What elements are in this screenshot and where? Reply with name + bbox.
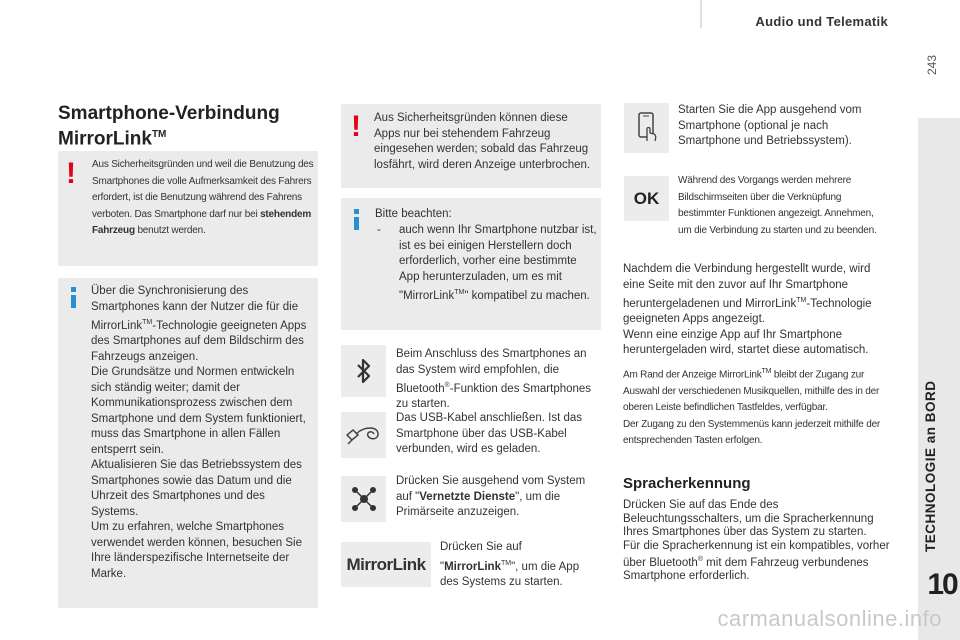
section-header: Audio und Telematik [755, 14, 888, 29]
page-number: 243 [925, 54, 940, 76]
info-icon [354, 217, 359, 230]
bluetooth-icon [341, 345, 386, 397]
info-icon [71, 295, 76, 308]
info-box-sync [58, 278, 318, 608]
step-services-text: Drücken Sie ausgehend vom System auf "Vernetzte Dienste", um die Primärseite anzuzeigen. [396, 475, 586, 518]
warning-icon: ! [351, 110, 361, 143]
speech-heading: Spracherkennung [623, 475, 751, 492]
ok-icon-label: OK [633, 188, 660, 208]
note-item: auch wenn Ihr Smartphone nutzbar ist, ist es bei einigen Herstellern doch erforderlich, vorher eine bestimmte App herunterzuladen, um es mit "MirrorLink™" kompatibel zu machen. [399, 224, 597, 302]
title-line2: MirrorLink™ [58, 128, 167, 150]
note-dash: - [377, 224, 381, 236]
step-usb-text: Das USB-Kabel anschließen. Ist das Smartphone über das USB-Kabel verbunden, wird es geladen. [396, 412, 583, 455]
warning-icon: ! [66, 157, 76, 190]
warning-box-apps [341, 104, 601, 188]
header-divider [700, 0, 702, 28]
step-ok-text: Während des Vorgangs werden mehrere Bildschirmseiten über die Verknüpfung bestimmter Funktionen angezeigt. Annehmen, um die Verbindung zu starten und zu beenden. [678, 175, 877, 236]
smartphone-touch-icon [624, 103, 669, 153]
info-icon-dot [354, 209, 359, 214]
mirrorlink-logo-text: MirrorLink [346, 554, 426, 574]
title-line1: Smartphone-Verbindung [58, 103, 280, 124]
step-mirrorlink-text: Drücken Sie auf "MirrorLink™", um die App des Systems zu starten. [440, 541, 580, 588]
warning-text: Aus Sicherheitsgründen können diese Apps nur bei stehendem Fahrzeug eingesehen werden; sobald das Fahrzeug losfährt, wird deren Anzeige unterbrochen. [374, 112, 591, 171]
warning-text: Aus Sicherheitsgründen und weil die Benutzung des Smartphones die volle Aufmerksamkeit des Fahrers erfordert, ist die Benutzung während des Fahrens verboten. Das Smartphone darf nur bei stehendem Fahrzeug benutzt werden. [92, 159, 314, 236]
edge-text: Am Rand der Anzeige MirrorLink™ bleibt der Zugang zur Auswahl der verschiedenen Musikquellen, mithilfe des in der oberen Leiste befindlichen Tastfeldes, verfügbar. Der Zugang zu den Systemmenüs kann jederzeit mithilfe der entsprechenden Tasten erfolgen. [623, 368, 881, 447]
info-icon-dot [71, 287, 76, 292]
speech-text: Drücken Sie auf das Ende des Beleuchtungsschalters, um die Spracherkennung Ihres Smartphones über das System zu starten. Für die Spracherkennung ist ein kompatibles, vorher über Bluetooth® mit dem Fahrzeug verbundenes Smartphone erforderlich. [623, 499, 890, 583]
page-title [58, 103, 280, 149]
info-text: Über die Synchronisierung des Smartphones kann der Nutzer die für die MirrorLink™-Technologie geeigneten Apps des Smartphones auf dem Bildschirm des Fahrzeugs anzeigen. Die Grundsätze und Normen entwickeln sich ständig weiter; damit der Kommunikationsprozess zwischen dem Smartphone und dem System funktioniert, muss das Smartphone in allen Fällen entsperrt sein. Aktualisieren Sie das Betriebssystem des Smartphones sowie das Datum und die Uhrzeit des Smartphones und des Systems. Um zu erfahren, welche Smartphones verwendet werden können, besuchen Sie Ihre länderspezifische Internetseite der Marke. [91, 285, 307, 580]
watermark: carmanualsonline.info [717, 606, 942, 631]
step-bluetooth-text: Beim Anschluss des Smartphones an das System wird empfohlen, die Bluetooth®-Funktion des Smartphones zu starten. [396, 348, 592, 411]
ok-icon [624, 176, 669, 221]
step-phone-text: Starten Sie die App ausgehend vom Smartphone (optional je nach Smartphone und Betriebssystem). [678, 104, 862, 147]
mirrorlink-logo-icon [341, 542, 431, 587]
note-intro: Bitte beachten: [375, 208, 452, 220]
connected-services-icon [341, 476, 386, 522]
info-box-note [341, 198, 601, 330]
usb-cable-icon [341, 412, 386, 458]
after-connect-text: Nachdem die Verbindung hergestellt wurde, wird eine Seite mit den zuvor auf Ihr Smartphone heruntergeladenen und MirrorLink™-Technologie geeigneten Apps angezeigt. Wenn eine einzige App auf Ihr Smartphone heruntergeladen wird, startet diese automatisch. [623, 263, 872, 357]
chapter-label: TECHNOLOGIE an BORD [923, 380, 938, 552]
chapter-number: 10 [927, 568, 957, 601]
warning-box-driving [58, 151, 318, 266]
